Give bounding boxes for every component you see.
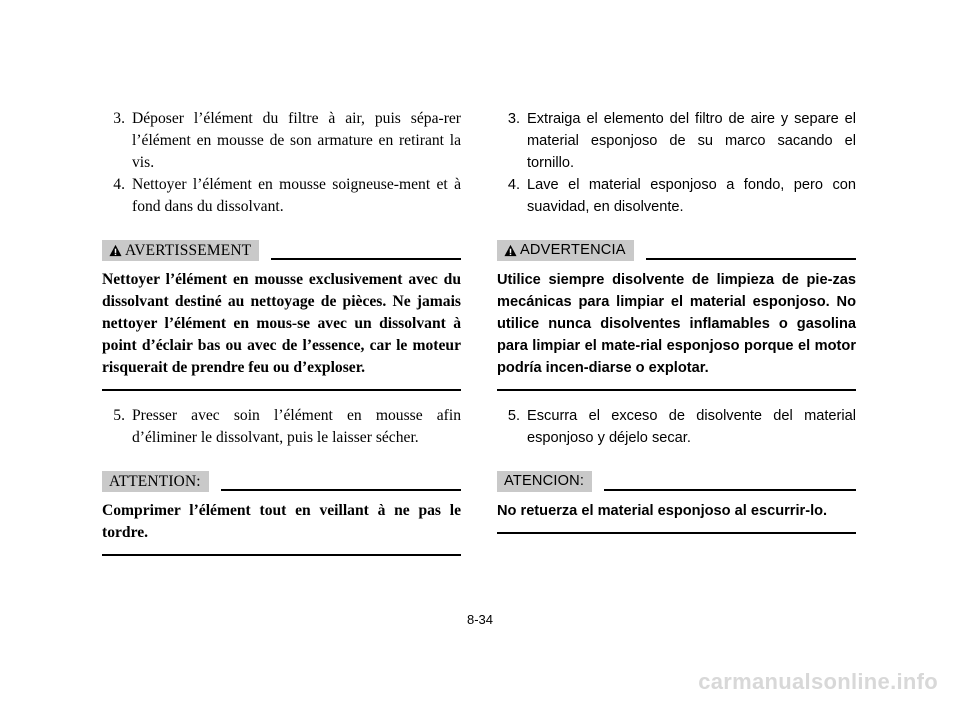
caution-end-rule (102, 554, 461, 556)
step-4-es (497, 174, 856, 218)
step-5-es (497, 405, 856, 449)
warning-badge (102, 240, 259, 261)
caution-text-es: No retuerza el material esponjoso al escurrir-lo. (497, 503, 828, 519)
spanish-column (497, 108, 856, 534)
step-text: Lave el material esponjoso a fondo, pero con suavidad, en disolvente. (527, 177, 856, 215)
caution-header-fr (102, 471, 461, 492)
french-column (102, 108, 461, 556)
caution-badge (497, 471, 592, 492)
header-rule (221, 489, 461, 491)
step-3-fr (102, 108, 461, 174)
warning-header-es (497, 240, 856, 261)
step-text: Escurra el exceso de disolvente del material esponjoso y déjelo secar. (527, 408, 856, 446)
step-text: Presser avec soin l’élément en mousse afin d’éliminer le dissolvant, puis le laisser sécher. (132, 407, 461, 446)
step-3-es (497, 108, 856, 174)
caution-label: ATTENTION: (109, 473, 201, 490)
warning-text-es: Utilice siempre disolvente de limpieza de pie-zas mecánicas para limpiar el material esponjoso. No utilice nunca disolventes inflamables o gasolina para limpiar el mate-rial esponjoso porque el motor podría incen-diarse o explotar. (497, 272, 856, 376)
step-text: Extraiga el elemento del filtro de aire y separe el material esponjoso de su marco sacando el tornillo. (527, 111, 856, 171)
watermark: carmanualsonline.info (698, 669, 938, 694)
warning-label: ADVERTENCIA (520, 242, 626, 258)
step-number: 5. (507, 408, 520, 424)
warning-triangle-icon (109, 244, 122, 257)
warning-text-fr: Nettoyer l’élément en mousse exclusivement avec du dissolvant destiné au nettoyage de pièces. Ne jamais nettoyer l’élément en mous-se avec un dissolvant à point d’éclair bas ou avec de l’essence, car le moteur risquerait de prendre feu ou d’exploser. (102, 271, 461, 376)
warning-badge (497, 240, 634, 261)
header-rule (646, 258, 856, 260)
warning-label: AVERTISSEMENT (125, 242, 252, 259)
step-number: 3. (507, 111, 520, 127)
header-rule (271, 258, 461, 260)
step-5-fr (102, 405, 461, 449)
caution-header-es (497, 471, 856, 492)
step-number: 4. (507, 177, 520, 193)
step-number: 5. (113, 407, 125, 424)
caution-badge (102, 471, 209, 492)
caution-text-fr: Comprimer l’élément tout en veillant à ne pas le tordre. (102, 502, 461, 541)
warning-header-fr (102, 240, 461, 261)
step-4-fr (102, 174, 461, 218)
warning-triangle-icon (504, 244, 517, 257)
page-number: 8-34 (466, 612, 494, 627)
header-rule (604, 489, 856, 491)
step-number: 3. (113, 110, 125, 127)
step-number: 4. (113, 176, 125, 193)
step-text: Nettoyer l’élément en mousse soigneuse-ment et à fond dans du dissolvant. (132, 176, 461, 215)
caution-label: ATENCION: (504, 473, 585, 489)
step-text: Déposer l’élément du filtre à air, puis sépa-rer l’élément en mousse de son armature en retirant la vis. (132, 110, 461, 171)
caution-end-rule (497, 532, 856, 534)
